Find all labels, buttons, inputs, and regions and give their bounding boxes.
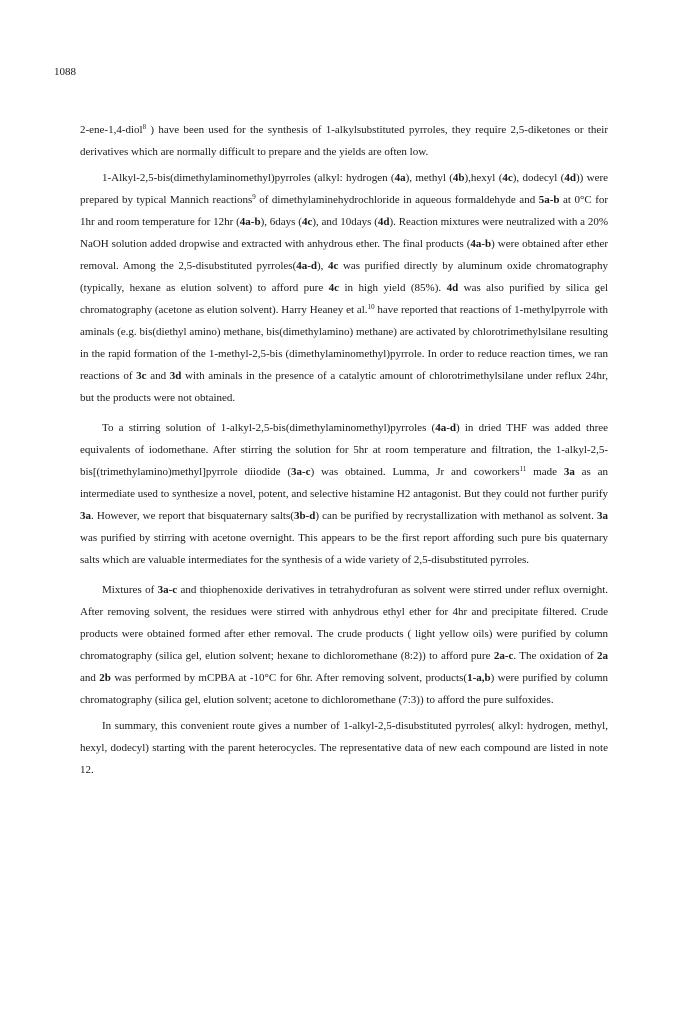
reference-superscript: 9 bbox=[252, 193, 256, 201]
text-run: have reported that reactions of 1-methylpyrrole with aminals (e.g. bis(diethyl amino) methane, bis(dimethylamino) methane) are activated by chlorotrimethylsilane resulting in the rapid formation of the 1-methyl-2,5-bis (dimethylaminomethyl)pyrrole. In order to reduce reaction times, we ran reactions of bbox=[80, 304, 609, 382]
compound-label: 4c bbox=[301, 216, 313, 228]
reference-superscript: 11 bbox=[519, 465, 527, 473]
paragraph-4 bbox=[80, 579, 608, 711]
compound-label: 4b bbox=[452, 172, 465, 184]
text-run: of dimethylaminehydrochloride in aqueous formaldehyde and bbox=[259, 194, 536, 206]
compound-label: 4d bbox=[446, 282, 459, 294]
compound-label: 3b-d bbox=[293, 510, 316, 522]
compound-label: 2a bbox=[597, 650, 609, 662]
paragraph-2 bbox=[80, 167, 608, 409]
compound-label: 3a-c bbox=[157, 584, 178, 596]
article-body bbox=[80, 119, 608, 781]
text-run: . However, we report that bisquaternary salts( bbox=[91, 510, 294, 522]
compound-label: 4a-b bbox=[470, 238, 492, 250]
text-run: In summary, this convenient route gives a number of 1-alkyl-2,5-disubstituted pyrroles( alkyl: hydrogen, methyl, hexyl, dodecyl) starting with the parent heterocycles. The representative data of new each compound are listed in note 12. bbox=[80, 720, 608, 776]
compound-label: 2a-c bbox=[493, 650, 514, 662]
compound-label: 3a bbox=[563, 466, 575, 478]
text-run: ) can be purified by recrystallization with methanol as solvent. bbox=[315, 510, 594, 522]
text-run: To a stirring solution of 1-alkyl-2,5-bis(dimethylaminomethyl)pyrroles ( bbox=[102, 422, 436, 434]
text-run: ) were purified by column chromatography (silica gel, elution solvent; acetone to dichloromethane (7:3)) to afford the pure sulfoxides. bbox=[80, 672, 609, 706]
compound-label: 3a bbox=[80, 510, 91, 522]
paragraph-5 bbox=[80, 715, 608, 781]
compound-label: 1-a,b bbox=[467, 672, 491, 684]
reference-superscript: 10 bbox=[367, 303, 375, 311]
compound-label: 4a-d bbox=[296, 260, 318, 272]
text-run: ) were obtained after ether removal. Among the 2,5-disubstituted pyrroles( bbox=[80, 238, 608, 272]
text-run: as an intermediate used to synthesize a novel, potent, and selective histamine H2 antagonist. But they could not further purify bbox=[80, 466, 609, 500]
compound-label: 4a bbox=[394, 172, 406, 184]
text-run: was purified by stirring with acetone overnight. This appears to be the first report affording such pure bis quaternary salts which are valuable intermediates for the synthesis of a wide variety of 2,5-disubstituted pyrroles. bbox=[80, 532, 608, 566]
compound-label: 3c bbox=[136, 370, 147, 382]
text-run: ), bbox=[317, 260, 324, 272]
text-run: ) have been used for the synthesis of 1-alkylsubstituted pyrroles, they require 2,5-diketones or their derivatives which are normally difficult to prepare and the yields are often low. bbox=[80, 124, 609, 158]
compound-label: 5a-b bbox=[538, 194, 560, 206]
text-run: was performed by mCPBA at -10°C for 6hr. After removing solvent, products( bbox=[114, 672, 468, 684]
text-run: and bbox=[150, 370, 167, 382]
paragraph-3 bbox=[80, 417, 608, 571]
text-run: ), dodecyl ( bbox=[512, 172, 565, 184]
compound-label: 4d bbox=[564, 172, 576, 184]
text-run: ) was obtained. Lumma, Jr and coworkers bbox=[310, 466, 520, 478]
text-run: was also purified by silica gel chromatography (acetone as elution solvent). Harry Heaney et al. bbox=[80, 282, 609, 316]
compound-label: 4c bbox=[502, 172, 513, 184]
paragraph-1 bbox=[80, 119, 608, 163]
text-run: with aminals in the presence of a catalytic amount of chlorotrimethylsilane under reflux 24hr, but the products were not obtained. bbox=[80, 370, 609, 404]
text-run: at 0°C for 1hr and room temperature for 12hr ( bbox=[80, 194, 609, 228]
text-run: ) in dried THF was added three equivalents of iodomethane. After stirring the solution for 5hr at room temperature and filtration, the 1-alkyl-2,5-bis[(trimethylamino)methyl]pyrrole diiodide ( bbox=[80, 422, 608, 478]
compound-label: 3d bbox=[169, 370, 182, 382]
compound-label: 4c bbox=[328, 282, 340, 294]
text-run: ), and 10days ( bbox=[312, 216, 378, 228]
page-number: 1088 bbox=[54, 66, 76, 78]
compound-label: 4a-b bbox=[239, 216, 261, 228]
text-run: in high yield (85%). bbox=[344, 282, 442, 294]
text-run: ),hexyl ( bbox=[464, 172, 503, 184]
text-run: )) were prepared by typical Mannich reactions bbox=[80, 172, 608, 206]
text-run: 2-ene-1,4-diol bbox=[80, 124, 143, 136]
compound-label: 3a bbox=[597, 510, 608, 522]
text-run: ), methyl ( bbox=[405, 172, 453, 184]
compound-label: 4a-d bbox=[435, 422, 456, 434]
compound-label: 3a-c bbox=[291, 466, 311, 478]
compound-label: 4c bbox=[328, 260, 339, 272]
text-run: and thiophenoxide derivatives in tetrahydrofuran as solvent were stirred under reflux overnight. After removing solvent, the residues were stirred with anhydrous ethyl ether for 4hr and precipitate filtered. Crude products were obtained formed after ether removal. The crude products ( light yellow oils) were purified by column chromatography (silica gel, elution solvent; hexane to dichloromethane (8:2)) to afford pure bbox=[80, 584, 609, 662]
text-run: . The oxidation of bbox=[513, 650, 594, 662]
compound-label: 4d bbox=[377, 216, 390, 228]
text-run: and bbox=[80, 672, 96, 684]
text-run: was purified directly by aluminum oxide chromatography (typically, hexane as elution solvent) to afford pure bbox=[80, 260, 609, 294]
text-run: made bbox=[533, 466, 557, 478]
reference-superscript: 8 bbox=[142, 123, 147, 131]
text-run: ). Reaction mixtures were neutralized with a 20% NaOH solution added dropwise and extracted with anhydrous ether. The final products ( bbox=[80, 216, 608, 250]
compound-label: 2b bbox=[99, 672, 111, 684]
text-run: Mixtures of bbox=[102, 584, 155, 596]
text-run: 1-Alkyl-2,5-bis(dimethylaminomethyl)pyrroles (alkyl: hydrogen ( bbox=[102, 172, 395, 184]
text-run: ), 6days ( bbox=[260, 216, 302, 228]
